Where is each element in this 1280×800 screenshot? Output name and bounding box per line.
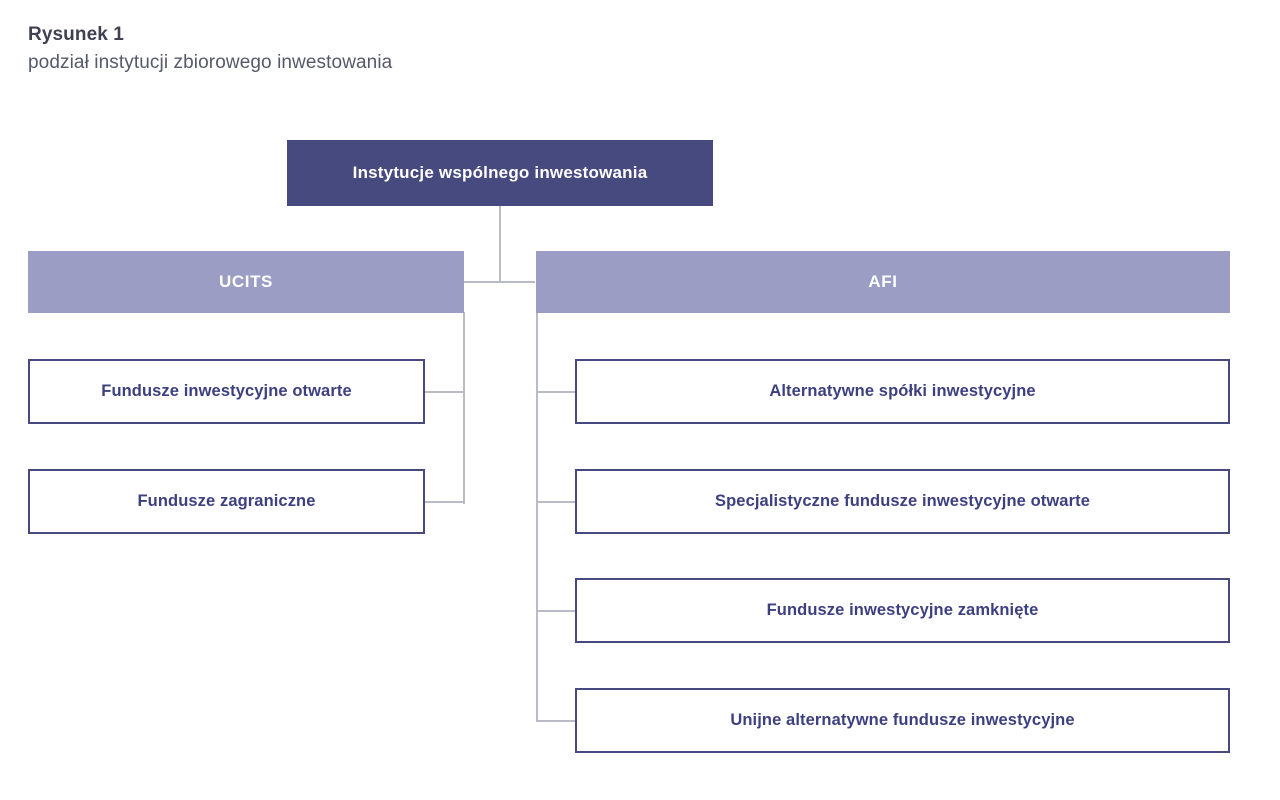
connector-afi-child-2 [536,501,575,503]
node-ucits-child-2-label: Fundusze zagraniczne [137,492,316,510]
connector-afi-child-3 [536,610,575,612]
node-root-label: Instytucje wspólnego inwestowania [352,163,648,182]
node-afi-child-2-label: Specjalistyczne fundusze inwestycyjne otwarte [715,492,1090,510]
node-afi-child-4-label: Unijne alternatywne fundusze inwestycyjne [730,711,1075,729]
figure-label: Rysunek 1 [28,24,124,45]
figure-caption: podział instytucji zbiorowego inwestowania [28,52,393,73]
connector-afi-child-1 [536,391,575,393]
node-ucits-child-1[interactable] [28,359,425,424]
node-afi-child-3[interactable] [575,578,1230,643]
node-branch-ucits-label: UCITS [219,272,273,291]
connector-ucits-child-2 [425,501,464,503]
connector-ucits-spine [463,312,465,504]
node-ucits-child-2[interactable] [28,469,425,534]
node-branch-ucits[interactable] [28,251,464,313]
connector-root-stem [499,206,501,282]
node-afi-child-3-label: Fundusze inwestycyjne zamknięte [766,601,1039,619]
connector-root-to-ucits [464,281,500,283]
node-branch-afi-label: AFI [868,272,898,291]
connector-afi-spine [536,312,538,722]
node-ucits-child-1-label: Fundusze inwestycyjne otwarte [101,382,352,400]
node-root[interactable] [287,140,713,206]
node-branch-afi[interactable] [536,251,1230,313]
connector-root-to-afi [499,281,535,283]
node-afi-child-1-label: Alternatywne spółki inwestycyjne [769,382,1036,400]
connector-afi-child-4 [536,720,575,722]
node-afi-child-2[interactable] [575,469,1230,534]
connector-ucits-child-1 [425,391,464,393]
node-afi-child-4[interactable] [575,688,1230,753]
node-afi-child-1[interactable] [575,359,1230,424]
